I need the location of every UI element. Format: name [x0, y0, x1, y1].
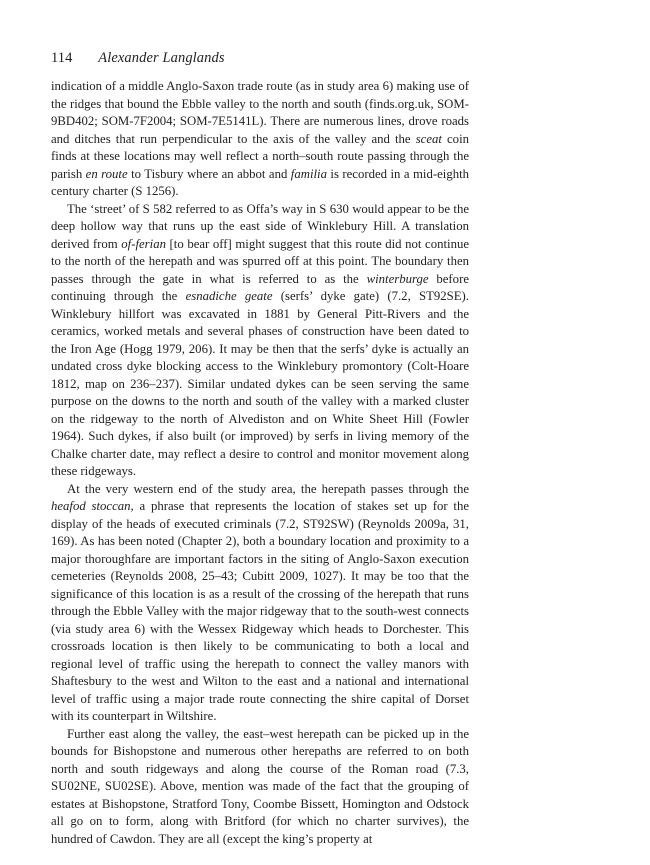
italic-term: familia — [290, 166, 327, 181]
text-run: to Tisbury where an abbot and — [127, 166, 291, 181]
text-run: At the very western end of the study area, the herepath passes through the — [67, 481, 469, 496]
running-head-author: Alexander Langlands — [98, 50, 225, 66]
running-head — [51, 50, 225, 67]
text-run: Further east along the valley, the east–west herepath can be picked up in the bounds for Bishopstone and numerous other herepaths are referred to on both north and south ridgeways and along the course of the Roman road (7.3, SU02NE, SU02SE). Above, mention was made of the fact that the grouping of estates at Bishopstone, Stratford Tony, Coombe Bissett, Homington and Odstock all go on to form, along with Britford (for which no charter survives), the hundred of Cawdon. They are all (except the king’s property at — [51, 726, 469, 846]
italic-term: winterburge — [366, 271, 429, 286]
text-run: (serfs’ dyke gate) (7.2, ST92SE). Winklebury hillfort was excavated in 1881 by General Pitt-Rivers and the ceramics, worked metals and several phases of construction have been dated to the Iron Age (Hogg 1979, 206). It may be then that the serfs’ dyke is actually an undated cross dyke blocking access to the Winklebury promontory (Colt-Hoare 1812, map on 236–237). Similar undated dykes can be seen serving the same purpose on the downs to the north and south of the valley with a marked cluster on the ridgeway to the north of Alvediston and on White Sheet Hill (Fowler 1964). Such dykes, if also built (or improved) by serfs in living memory of the Chalke charter date, may reflect a desire to control and monitor movement along these ridgeways. — [51, 289, 469, 478]
italic-term: heafod stoccan — [51, 499, 131, 513]
italic-term: of-ferian — [121, 236, 166, 251]
text-run: before continuing through the — [51, 271, 469, 303]
page-number: 114 — [51, 50, 73, 66]
italic-term: sceat — [415, 131, 442, 146]
text-run: [to bear off] might suggest that this route did not continue to the north of the herepath and was spurred off at this point. The boundary then passes through the gate in what is referred to as the — [51, 236, 469, 286]
italic-term: esnadiche geate — [185, 289, 273, 303]
text-run: indication of a middle Anglo-Saxon trade route (as in study area 6) making use of the ridges that bound the Ebble valley to the north and south (finds.org.uk, SOM-9BD402; SOM-7F2004; SOM-7E5141L). There are numerous lines, drove roads and ditches that run perpendicular to the axis of the valley and the — [51, 79, 469, 146]
body-text — [51, 78, 469, 848]
body-paragraph — [51, 78, 469, 201]
body-paragraph — [51, 481, 469, 726]
body-paragraph — [51, 201, 469, 481]
text-run: , a phrase that represents the location of stakes set up for the display of the heads of executed criminals (7.2, ST92SW) (Reynolds 2009a, 31, 169). As has been noted (Chapter 2), both a boundary location and proximity to a major thoroughfare are important factors in the siting of Anglo-Saxon execution cemeteries (Reynolds 2008, 25–43; Cubitt 2009, 1027). It may be too that the significance of this location is as a result of the crossing of the herepath that runs through the Ebble Valley with the major ridgeway that to the south-west connects (via study area 6) with the Wessex Ridgeway which heads to Dorchester. This crossroads location is then likely to be communicating to both a local and regional level of traffic using the herepath to connect the valley manors with Shaftesbury to the west and Wilton to the east and a national and international level of traffic using a major trade route connecting the shire capital of Dorset with its counterpart in Wiltshire. — [51, 499, 469, 723]
text-run: is recorded in a mid-eighth century charter (S 1256). — [51, 166, 470, 198]
text-run: coin finds at these locations may well reflect a north–south route passing through the parish — [51, 131, 469, 181]
text-run: The ‘street’ of S 582 referred to as Offa’s way in S 630 would appear to be the deep hollow way that runs up the east side of Winklebury Hill. A translation derived from — [51, 201, 469, 251]
body-paragraph — [51, 726, 469, 849]
italic-term: en route — [85, 166, 128, 181]
